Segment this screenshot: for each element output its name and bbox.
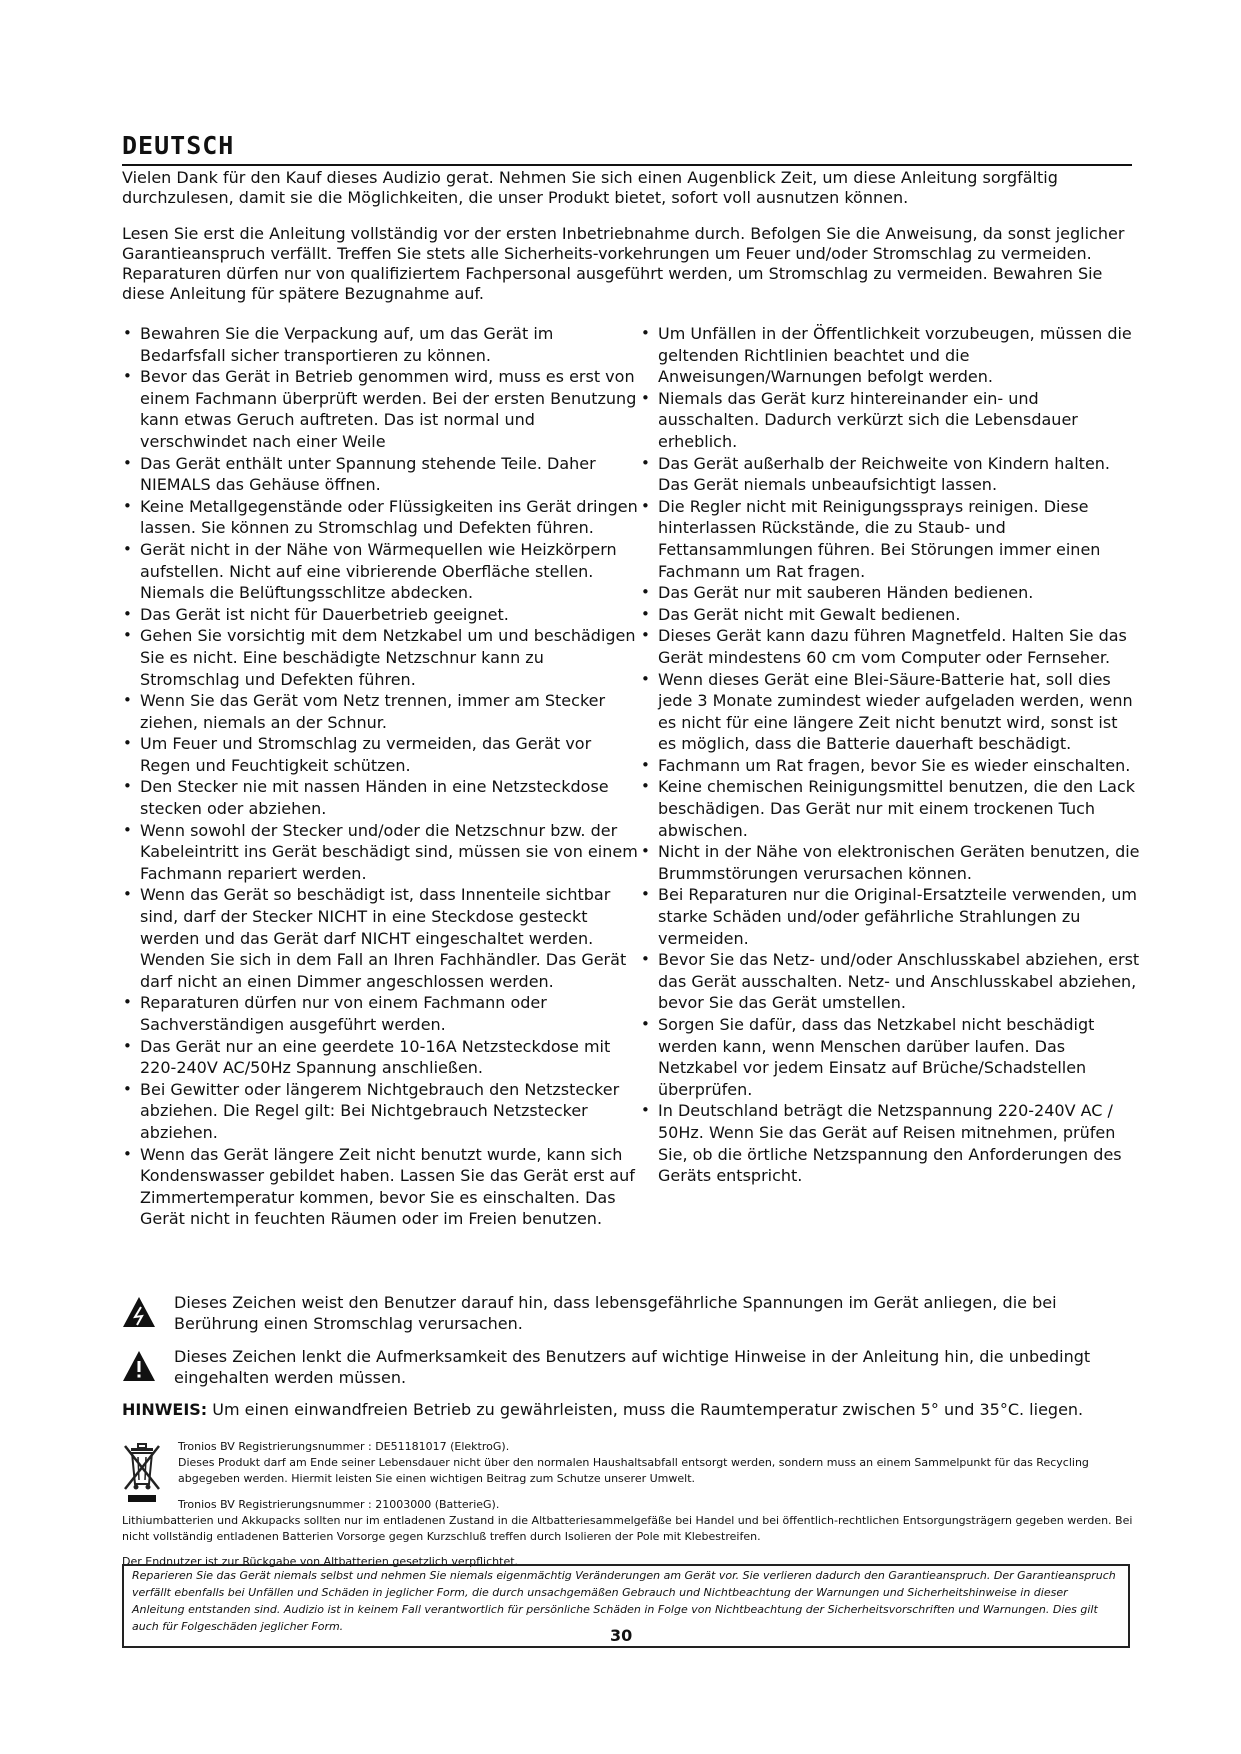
crossed-bin-icon xyxy=(122,1442,162,1504)
list-item: • Reparaturen dürfen nur von einem Fachmann oder Sachverständigen ausgeführt werden. xyxy=(122,992,642,1035)
list-item: • Niemals das Gerät kurz hintereinander ein- und ausschalten. Dadurch verkürzt sich die Lebensdauer erheblich. xyxy=(640,388,1140,453)
list-item: • Wenn das Gerät so beschädigt ist, dass Innenteile sichtbar sind, darf der Stecker NICHT in eine Steckdose gesteckt werden und das Gerät darf NICHT eingeschaltet werden. Wenden Sie sich in dem Fall an Ihren Fachhändler. Das Gerät darf nicht an einen Dimmer angeschlossen werden. xyxy=(122,884,642,992)
list-item: • Die Regler nicht mit Reinigungssprays reinigen. Diese hinterlassen Rückstände, die zu Staub- und Fettansammlungen führen. Bei Störungen immer einen Fachmann um Rat fragen. xyxy=(640,496,1140,582)
list-item: • Dieses Gerät kann dazu führen Magnetfeld. Halten Sie das Gerät mindestens 60 cm vom Computer oder Fernseher. xyxy=(640,625,1140,668)
list-item: • Gehen Sie vorsichtig mit dem Netzkabel um und beschädigen Sie es nicht. Eine beschädigte Netzschnur kann zu Stromschlag und Defekten führen. xyxy=(122,625,642,690)
disclaimer-text: Reparieren Sie das Gerät niemals selbst und nehmen Sie niemals eigenmächtig Veränderungen am Gerät vor. Sie verlieren dadurch den Garantieanspruch. Der Garantieanspruch verfällt ebenfalls bei Unfällen und Schäden in jeglicher Form, die durch unsachgemäßen Gebrauch und Nichtbeachtung der Warnungen und Sicherheitshinweise in dieser Anleitung entstanden sind. Audizio ist in keinem Fall verantwortlich für persönliche Schäden in Folge von Nichtbeachtung der Sicherheitsvorschriften und Warnungen. Dies gilt auch für Folgeschäden jeglicher Form. xyxy=(132,1569,1116,1633)
list-item: • Um Feuer und Stromschlag zu vermeiden, das Gerät vor Regen und Feuchtigkeit schützen. xyxy=(122,733,642,776)
page-number: 30 xyxy=(610,1626,633,1645)
battery-disposal-text: Lithiumbatterien und Akkupacks sollten nur im entladenen Zustand in die Altbatteriesammelgefäße bei Handel und bei öffentlich-rechtlichen Entsorgungsträgern gegeben werden. Bei nicht vollständig entladenen Batterien Vorsorge gegen Kurzschluß treffen durch Isolieren der Pole mit Klebestreifen. xyxy=(122,1514,1133,1543)
lightning-warning-icon xyxy=(122,1296,156,1328)
list-item: • Fachmann um Rat fragen, bevor Sie es wieder einschalten. xyxy=(640,755,1140,777)
list-item: • Bevor das Gerät in Betrieb genommen wird, muss es erst von einem Fachmann überprüft werden. Bei der ersten Benutzung kann etwas Geruch auftreten. Das ist normal und verschwindet nach einer Weile xyxy=(122,366,642,452)
list-item: • Den Stecker nie mit nassen Händen in eine Netzsteckdose stecken oder abziehen. xyxy=(122,776,642,819)
note-text: Um einen einwandfreien Betrieb zu gewährleisten, muss die Raumtemperatur zwischen 5° und 35°C. liegen. xyxy=(207,1400,1084,1419)
list-item: • Bei Reparaturen nur die Original-Ersatzteile verwenden, um starke Schäden und/oder gefährliche Strahlungen zu vermeiden. xyxy=(640,884,1140,949)
list-item: • In Deutschland beträgt die Netzspannung 220-240V AC / 50Hz. Wenn Sie das Gerät auf Reisen mitnehmen, prüfen Sie, ob die örtliche Netzspannung den Anforderungen des Geräts entspricht. xyxy=(640,1100,1140,1186)
safety-list-right xyxy=(640,323,1140,1187)
list-item: • Wenn das Gerät längere Zeit nicht benutzt wurde, kann sich Kondenswasser gebildet haben. Lassen Sie das Gerät erst auf Zimmertemperatur kommen, bevor Sie es einschalten. Das Gerät nicht in feuchten Räumen oder im Freien benutzen. xyxy=(122,1144,642,1230)
list-item: • Sorgen Sie dafür, dass das Netzkabel nicht beschädigt werden kann, wenn Menschen darüber laufen. Das Netzkabel vor jedem Einsatz auf Brüche/Schadstellen überprüfen. xyxy=(640,1014,1140,1100)
weee-registration: Tronios BV Registrierungsnummer : DE51181017 (ElektroG). xyxy=(178,1440,510,1453)
list-item: • Um Unfällen in der Öffentlichkeit vorzubeugen, müssen die geltenden Richtlinien beachtet und die Anweisungen/Warnungen befolgt werden. xyxy=(640,323,1140,388)
list-item: • Das Gerät außerhalb der Reichweite von Kindern halten. Das Gerät niemals unbeaufsichtigt lassen. xyxy=(640,453,1140,496)
intro-paragraph: Vielen Dank für den Kauf dieses Audizio gerat. Nehmen Sie sich einen Augenblick Zeit, um diese Anleitung sorgfältig durchzulesen, damit sie die Möglichkeiten, die unser Produkt bietet, sofort voll ausnutzen können. xyxy=(122,168,1058,207)
instructions-paragraph: Lesen Sie erst die Anleitung vollständig vor der ersten Inbetriebnahme durch. Befolgen Sie die Anweisung, da sonst jeglicher Garantieanspruch verfällt. Treffen Sie stets alle Sicherheits-vorkehrungen um Feuer und/oder Stromschlag zu vermeiden. Reparaturen dürfen nur von qualifiziertem Fachpersonal ausgeführt werden, um Stromschlag zu vermeiden. Bewahren Sie diese Anleitung für spätere Bezugnahme auf. xyxy=(122,224,1125,303)
list-item: • Keine chemischen Reinigungsmittel benutzen, die den Lack beschädigen. Das Gerät nur mit einem trockenen Tuch abwischen. xyxy=(640,776,1140,841)
list-item: • Bei Gewitter oder längerem Nichtgebrauch den Netzstecker abziehen. Die Regel gilt: Bei Nichtgebrauch Netzstecker abziehen. xyxy=(122,1079,642,1144)
list-item: • Wenn dieses Gerät eine Blei-Säure-Batterie hat, soll dies jede 3 Monate zumindest wieder aufgeladen werden, wenn es nicht für eine längere Zeit nicht benutzt wird, sonst ist es möglich, dass die Batterie dauerhaft beschädigt. xyxy=(640,669,1140,755)
temperature-note xyxy=(122,1398,1132,1421)
note-label: HINWEIS: xyxy=(122,1400,208,1419)
weee-disposal-text: Dieses Produkt darf am Ende seiner Lebensdauer nicht über den normalen Haushaltsabfall entsorgt werden, sondern muss an einem Sammelpunkt für das Recycling abgegeben werden. Hiermit leisten Sie einen wichtigen Beitrag zum Schutze unserer Umwelt. xyxy=(178,1456,1089,1485)
list-item: • Das Gerät ist nicht für Dauerbetrieb geeignet. xyxy=(122,604,642,626)
list-item: • Bevor Sie das Netz- und/oder Anschlusskabel abziehen, erst das Gerät ausschalten. Netz- und Anschlusskabel abziehen, bevor Sie das Gerät umstellen. xyxy=(640,949,1140,1014)
battery-registration: Tronios BV Registrierungsnummer : 21003000 (BatterieG). xyxy=(178,1498,500,1511)
list-item: • Das Gerät nur an eine geerdete 10-16A Netzsteckdose mit 220-240V AC/50Hz Spannung anschließen. xyxy=(122,1036,642,1079)
list-item: • Wenn sowohl der Stecker und/oder die Netzschnur bzw. der Kabeleintritt ins Gerät beschädigt sind, müssen sie von einem Fachmann repariert werden. xyxy=(122,820,642,885)
list-item: • Das Gerät enthält unter Spannung stehende Teile. Daher NIEMALS das Gehäuse öffnen. xyxy=(122,453,642,496)
list-item: • Nicht in der Nähe von elektronischen Geräten benutzen, die Brummstörungen verursachen können. xyxy=(640,841,1140,884)
list-item: • Bewahren Sie die Verpackung auf, um das Gerät im Bedarfsfall sicher transportieren zu können. xyxy=(122,323,642,366)
list-item: • Wenn Sie das Gerät vom Netz trennen, immer am Stecker ziehen, niemals an der Schnur. xyxy=(122,690,642,733)
list-item: • Gerät nicht in der Nähe von Wärmequellen wie Heizkörpern aufstellen. Nicht auf eine vibrierende Oberfläche stellen. Niemals die Belüftungsschlitze abdecken. xyxy=(122,539,642,604)
attention-warning-text: Dieses Zeichen lenkt die Aufmerksamkeit des Benutzers auf wichtige Hinweise in der Anleitung hin, die unbedingt eingehalten werden müssen. xyxy=(174,1347,1091,1387)
list-item: • Das Gerät nur mit sauberen Händen bedienen. xyxy=(640,582,1140,604)
list-item: • Keine Metallgegenstände oder Flüssigkeiten ins Gerät dringen lassen. Sie können zu Stromschlag und Defekten führen. xyxy=(122,496,642,539)
page-title: DEUTSCH xyxy=(122,132,1132,166)
list-item: • Das Gerät nicht mit Gewalt bedienen. xyxy=(640,604,1140,626)
exclamation-warning-icon xyxy=(122,1350,156,1382)
voltage-warning-text: Dieses Zeichen weist den Benutzer darauf hin, dass lebensgefährliche Spannungen im Gerät anliegen, die bei Berührung einen Stromschlag verursachen. xyxy=(174,1293,1057,1333)
safety-list-left xyxy=(122,323,642,1230)
battery-return-obligation: Der Endnutzer ist zur Rückgabe von Altbatterien gesetzlich verpflichtet. xyxy=(122,1555,519,1568)
